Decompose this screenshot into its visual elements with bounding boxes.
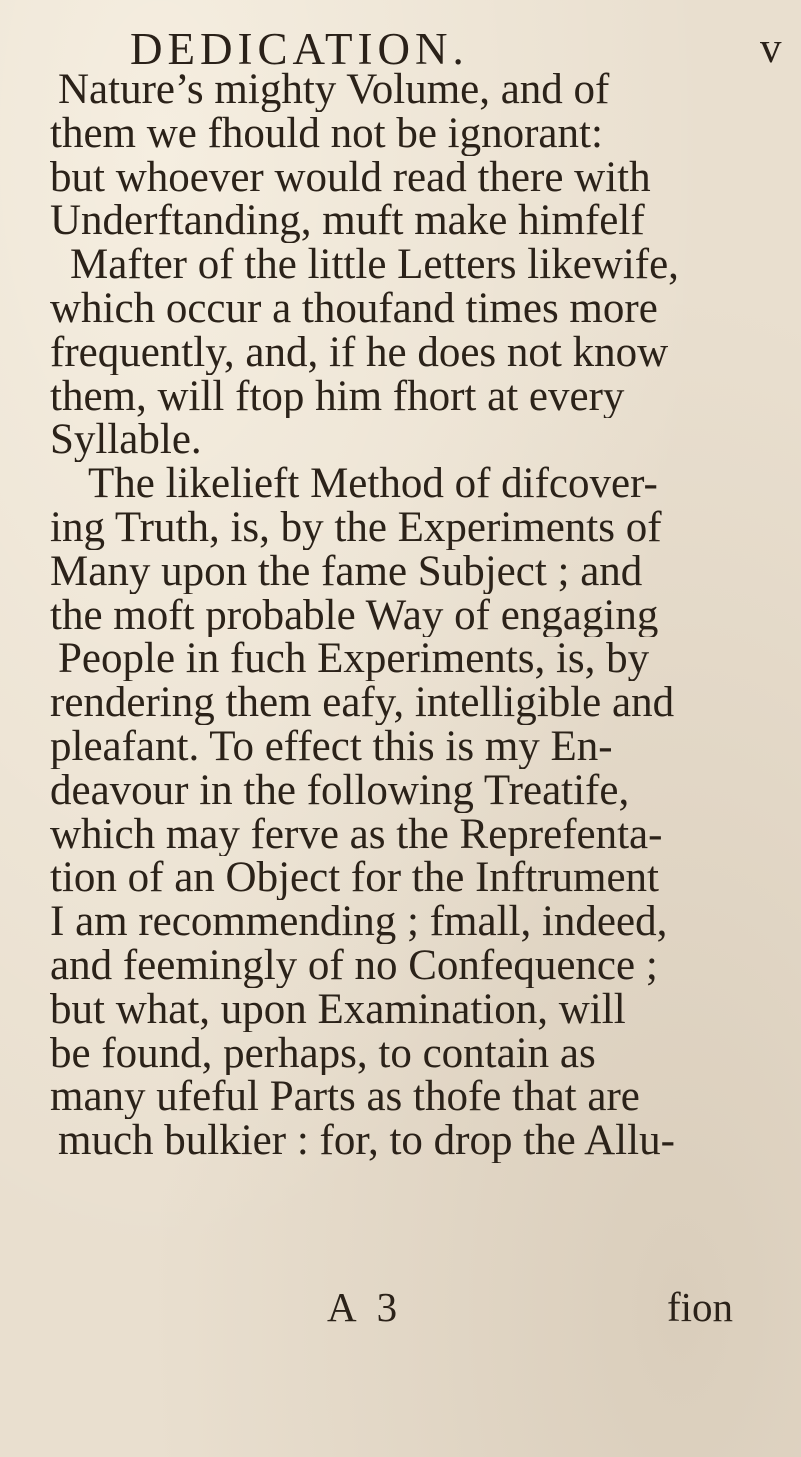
text-line: Nature’s mighty Volume, and of bbox=[58, 68, 610, 112]
text-line: frequently, and, if he does not know bbox=[50, 330, 669, 375]
text-line: them, will ftop him fhort at every bbox=[50, 374, 625, 419]
text-line: pleafant. To effect this is my En- bbox=[50, 724, 613, 769]
text-line: and feemingly of no Confequence ; bbox=[50, 943, 658, 988]
running-title: DEDICATION. bbox=[130, 24, 469, 74]
running-header bbox=[60, 24, 790, 74]
text-line: much bulkier : for, to drop the Allu- bbox=[58, 1119, 675, 1163]
text-line: them we fhould not be ignorant: bbox=[50, 111, 603, 156]
text-line: Many upon the fame Subject ; and bbox=[50, 549, 643, 594]
text-line: but what, upon Examination, will bbox=[50, 987, 626, 1032]
text-line: Underftanding, muft make himfelf bbox=[50, 199, 645, 244]
body-text bbox=[50, 68, 800, 1163]
text-line: but whoever would read there with bbox=[50, 155, 651, 200]
text-line: which occur a thoufand times more bbox=[50, 286, 658, 331]
text-line: Syllable. bbox=[50, 418, 202, 463]
page-number: v bbox=[760, 25, 782, 72]
signature-mark: A 3 bbox=[327, 1284, 404, 1330]
text-line: rendering them eafy, intelligible and bbox=[50, 681, 675, 725]
text-line: ing Truth, is, by the Experiments of bbox=[50, 505, 662, 550]
text-line: which may ferve as the Reprefenta- bbox=[50, 812, 663, 857]
page-footer bbox=[0, 1284, 801, 1330]
paragraph-start-line: The likelieft Method of difcover- bbox=[88, 462, 658, 506]
text-line: the moft probable Way of engaging bbox=[50, 593, 659, 638]
text-line: deavour in the following Treatife, bbox=[50, 768, 630, 813]
text-line: People in fuch Experiments, is, by bbox=[58, 637, 650, 682]
text-line: many ufeful Parts as thofe that are bbox=[50, 1075, 640, 1120]
text-line: Mafter of the little Letters likewife, bbox=[70, 243, 679, 287]
catchword: fion bbox=[667, 1284, 734, 1330]
text-line: be found, perhaps, to contain as bbox=[50, 1031, 596, 1076]
text-line: tion of an Object for the Inftrument bbox=[50, 856, 659, 901]
text-line: I am recommending ; fmall, indeed, bbox=[50, 900, 668, 944]
